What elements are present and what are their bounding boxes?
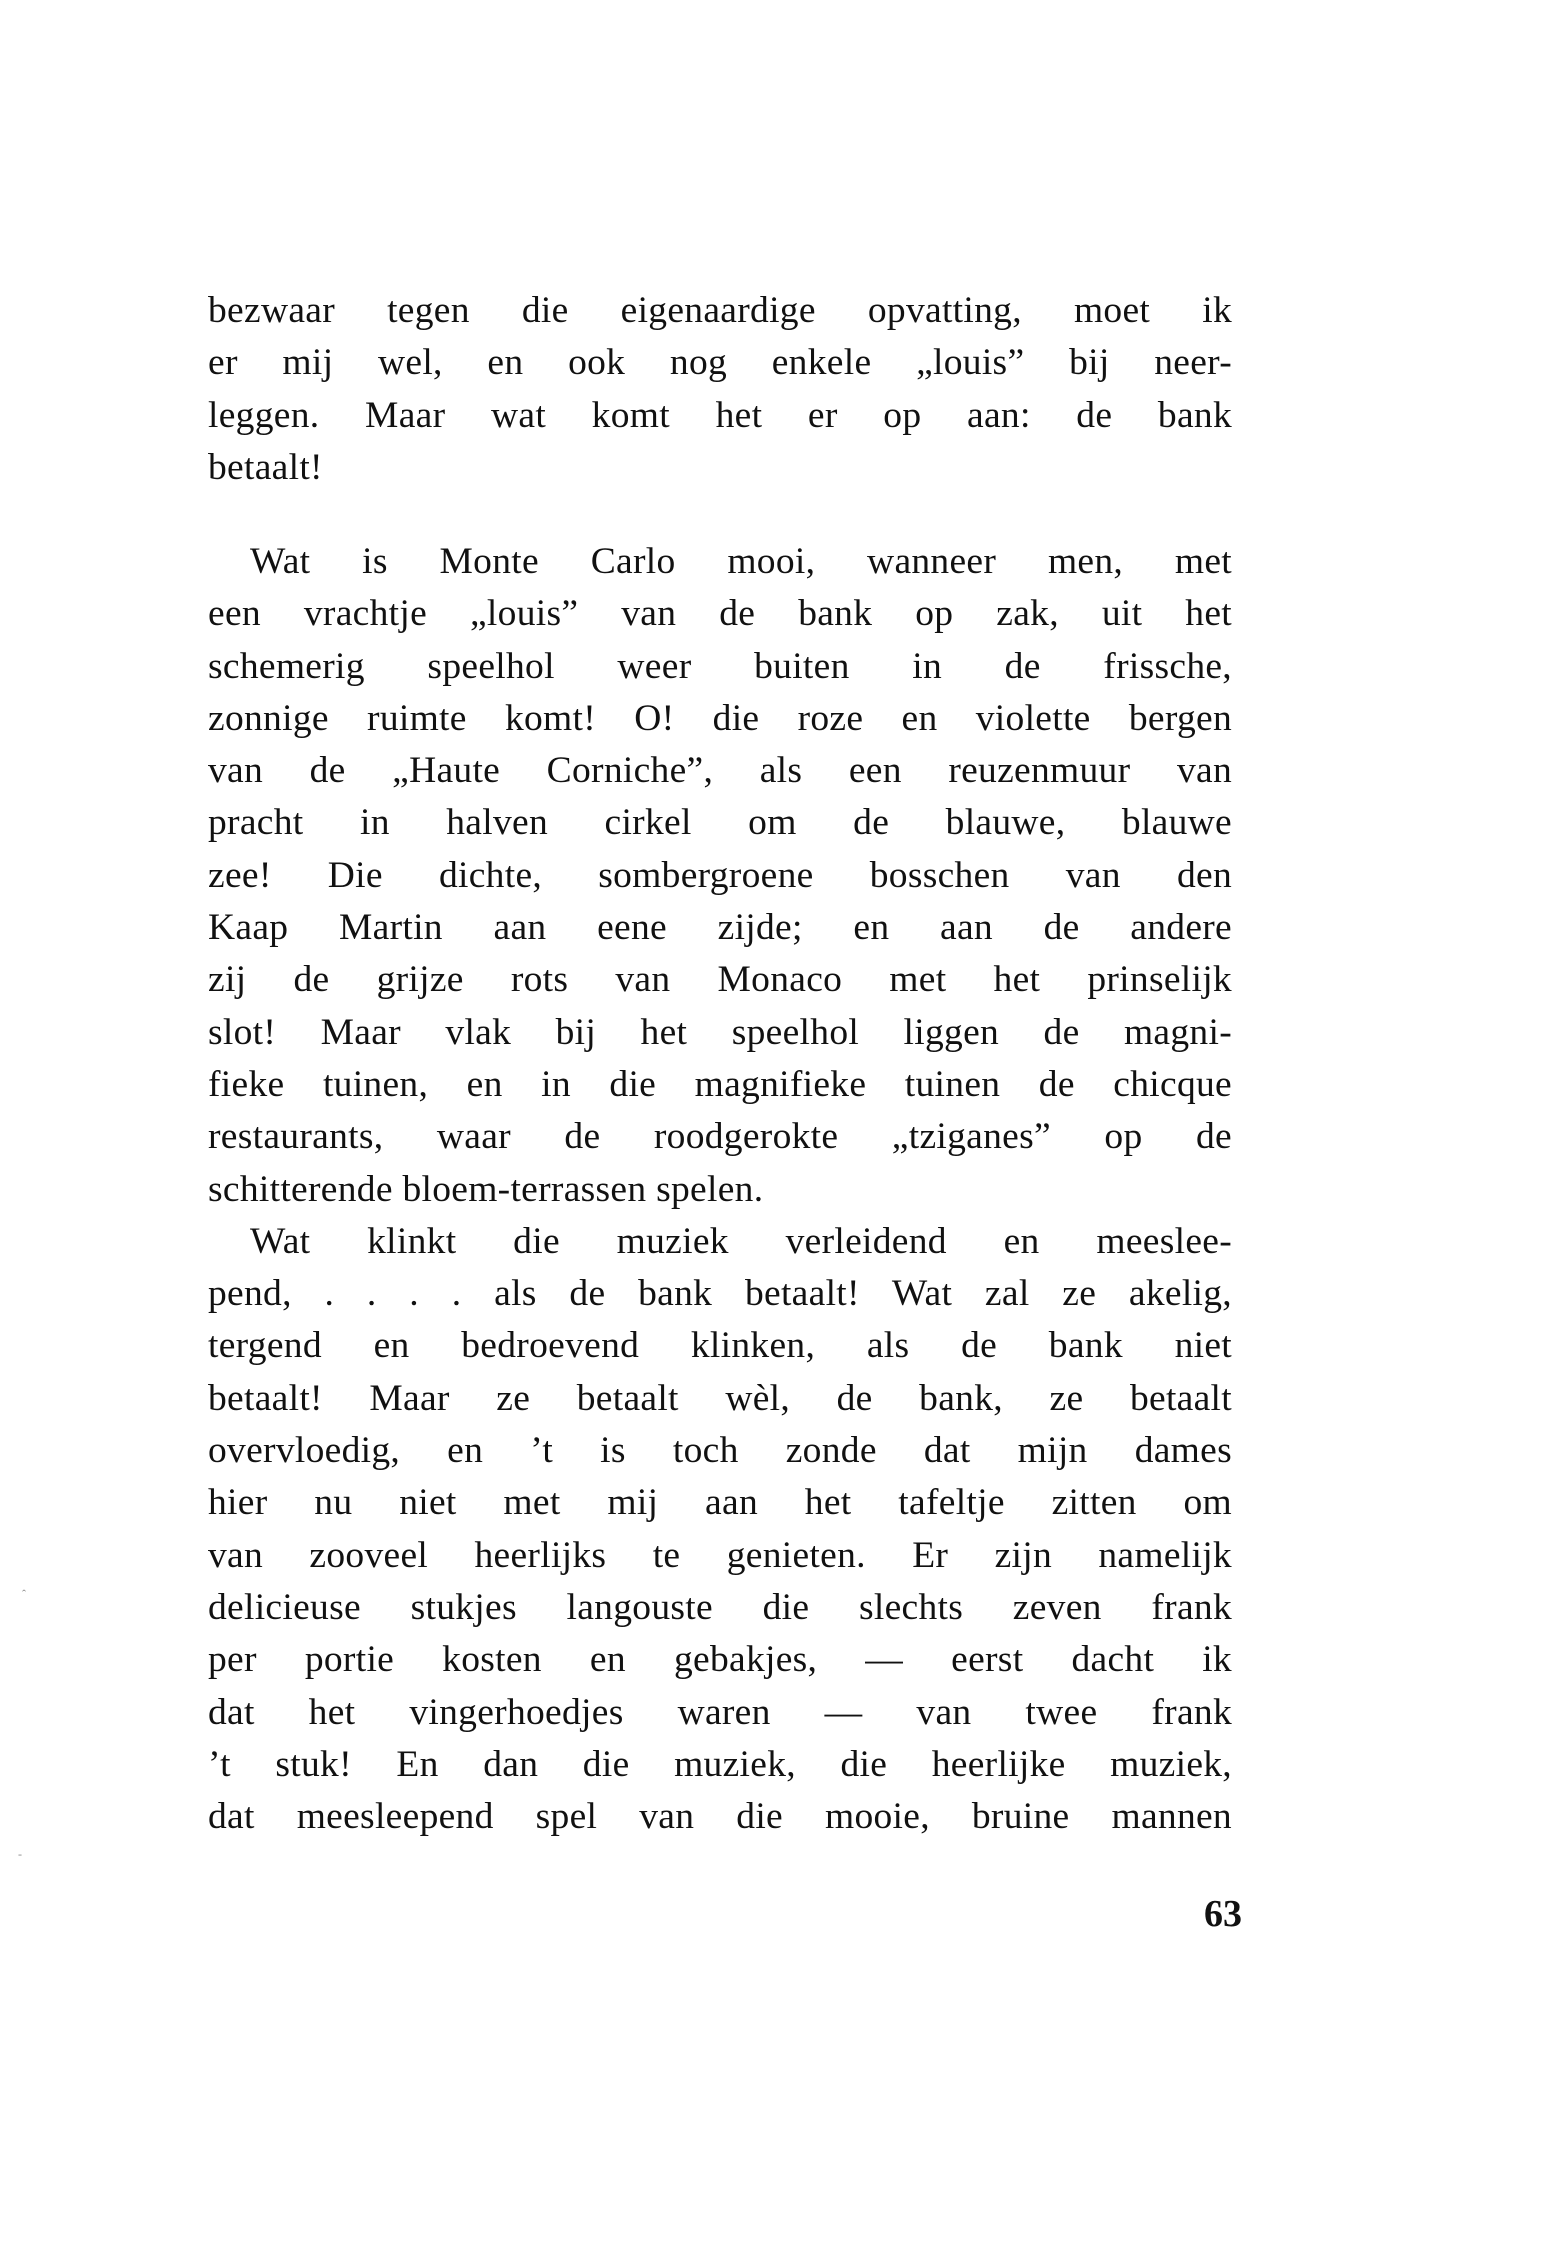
text-line: van zooveel heerlijks te genieten. Er zijn namelijk — [208, 1534, 1232, 1576]
text-line: bezwaar tegen die eigenaardige opvatting, moet ik — [208, 290, 1232, 331]
text-line: overvloedig, en ’t is toch zonde dat mijn dames — [208, 1430, 1232, 1472]
text-line: Wat klinkt die muziek verleidend en meeslee- — [250, 1220, 1232, 1262]
paragraph-group — [208, 536, 1232, 1843]
text-line: Kaap Martin aan eene zijde; en aan de andere — [208, 907, 1232, 949]
text-line: fieke tuinen, en in die magnifieke tuinen de chicque — [208, 1063, 1232, 1105]
text-line: schitterende bloem-terrassen spelen. — [208, 1168, 764, 1210]
text-line: Wat is Monte Carlo mooi, wanneer men, met — [250, 541, 1232, 582]
text-line: zee! Die dichte, sombergroene bosschen van den — [208, 854, 1232, 896]
text-line: tergend en bedroevend klinken, als de bank niet — [208, 1325, 1232, 1367]
paragraph-continued — [208, 285, 1232, 494]
text-line: er mij wel, en ook nog enkele „louis” bij neer- — [208, 342, 1232, 384]
text-line: pracht in halven cirkel om de blauwe, blauwe — [208, 802, 1232, 844]
paragraph-muziek — [208, 1216, 1232, 1844]
text-line: restaurants, waar de roodgerokte „tziganes” op de — [208, 1116, 1232, 1158]
paragraph-monte-carlo — [208, 536, 1232, 1216]
text-line: dat het vingerhoedjes waren — van twee frank — [208, 1691, 1232, 1733]
text-line: schemerig speelhol weer buiten in de frissche, — [208, 645, 1232, 687]
text-line: leggen. Maar wat komt het er op aan: de bank — [208, 394, 1232, 436]
page-number: 63 — [1204, 1893, 1242, 1935]
scan-speck-mark: ˆ — [22, 1587, 26, 1601]
text-line: ’t stuk! En dan die muziek, die heerlijke muziek, — [208, 1743, 1232, 1785]
text-line: zij de grijze rots van Monaco met het prinselijk — [208, 959, 1232, 1001]
text-line: per portie kosten en gebakjes, — eerst dacht ik — [208, 1639, 1232, 1681]
text-line: hier nu niet met mij aan het tafeltje zitten om — [208, 1482, 1232, 1524]
text-line: betaalt! Maar ze betaalt wèl, de bank, ze betaalt — [208, 1377, 1232, 1419]
text-line: van de „Haute Corniche”, als een reuzenmuur van — [208, 750, 1232, 792]
text-line: een vrachtje „louis” van de bank op zak, uit het — [208, 593, 1232, 635]
text-line: dat meesleepend spel van die mooie, bruine mannen — [208, 1796, 1232, 1838]
scan-speck-mark: - — [18, 1847, 22, 1861]
text-line: delicieuse stukjes langouste die slechts zeven frank — [208, 1586, 1232, 1628]
text-line: betaalt! — [208, 446, 323, 488]
text-line: pend, . . . . als de bank betaalt! Wat zal ze akelig, — [208, 1273, 1232, 1315]
text-line: zonnige ruimte komt! O! die roze en violette bergen — [208, 697, 1232, 739]
text-line: slot! Maar vlak bij het speelhol liggen de magni- — [208, 1011, 1232, 1053]
